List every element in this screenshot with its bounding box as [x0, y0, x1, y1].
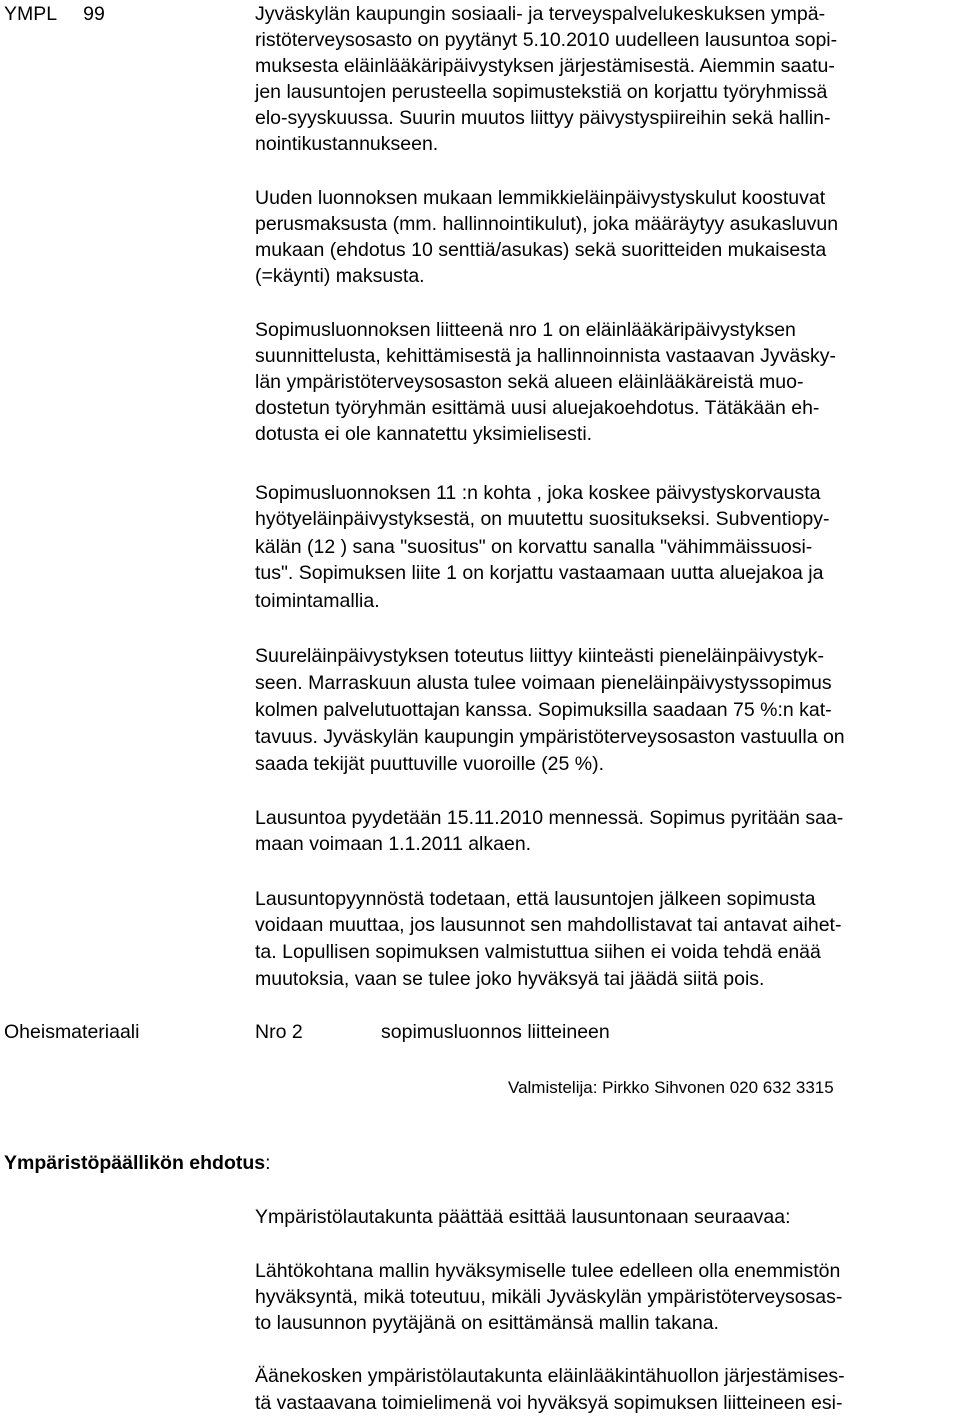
text-line: Lausuntopyynnöstä todetaan, että lausuntojen jälkeen sopimusta [255, 888, 816, 910]
text-line: saada tekijät puuttuville vuoroille (25 %). [255, 753, 605, 775]
text-line: Sopimusluonnoksen liitteenä nro 1 on eläinlääkäripäivystyksen [255, 319, 796, 341]
text-line: toimintamallia. [255, 590, 380, 612]
text-line: jen lausuntojen perusteella sopimustekstiä on korjattu työryhmissä [255, 81, 828, 103]
text-line: (=käynti) maksusta. [255, 265, 425, 287]
text-line: dostetun työryhmän esittämä uusi aluejakoehdotus. Tätäkään eh- [255, 397, 820, 419]
text-line: tus". Sopimuksen liite 1 on korjattu vastaamaan uutta aluejakoa ja [255, 562, 824, 584]
text-line: Jyväskylän kaupungin sosiaali- ja terveyspalvelukeskuksen ympä- [255, 3, 826, 25]
text-line: nointikustannukseen. [255, 133, 439, 155]
proposal-colon: : [265, 1152, 271, 1174]
text-line: Lausuntoa pyydetään 15.11.2010 mennessä. Sopimus pyritään saa- [255, 807, 844, 829]
text-line: kolmen palvelutuottajan kanssa. Sopimuksilla saadaan 75 %:n kat- [255, 699, 832, 721]
text-line: perusmaksusta (mm. hallinnointikulut), joka määräytyy asukasluvun [255, 213, 839, 235]
proposal-title: Ympäristöpäällikön ehdotus [4, 1152, 266, 1174]
text-line: muutoksia, vaan se tulee joko hyväksyä tai jäädä siitä pois. [255, 968, 765, 990]
section-header [4, 1, 105, 27]
text-line: to lausunnon pyytäjänä on esittämänsä mallin takana. [255, 1312, 719, 1334]
text-line: voidaan muuttaa, jos lausunnot sen mahdollistavat tai antavat aihet- [255, 914, 842, 936]
text-line: elo-syyskuussa. Suurin muutos liittyy päivystyspiireihin sekä hallin- [255, 107, 831, 129]
text-line: suunnittelusta, kehittämisestä ja hallinnoinnista vastaavan Jyväsky- [255, 345, 836, 367]
text-line: Uuden luonnoksen mukaan lemmikkieläinpäivystyskulut koostuvat [255, 187, 826, 209]
text-line: seen. Marraskuun alusta tulee voimaan pieneläinpäivystyssopimus [255, 672, 832, 694]
text-line: Äänekosken ympäristölautakunta eläinlääkintähuollon järjestämises- [255, 1365, 845, 1387]
section-number: 99 [83, 3, 105, 25]
proposal-heading [4, 1150, 271, 1176]
text-line: maan voimaan 1.1.2011 alkaen. [255, 833, 532, 855]
text-line: hyötyeläinpäivystyksestä, on muutettu suositukseksi. Subventiopy- [255, 508, 830, 530]
attachment-number: Nro 2 [255, 1021, 303, 1043]
text-line: kälän (12 ) sana "suositus" on korvattu sanalla "vähimmäissuosi- [255, 536, 813, 558]
text-line: Lähtökohtana mallin hyväksymiselle tulee edelleen olla enemmistön [255, 1260, 841, 1282]
text-line: län ympäristöterveysosaston sekä alueen eläinlääkäreistä muo- [255, 371, 804, 393]
text-line: hyväksyntä, mikä toteutuu, mikäli Jyväskylän ympäristöterveysosas- [255, 1286, 843, 1308]
text-line: tavuus. Jyväskylän kaupungin ympäristöterveysosaston vastuulla on [255, 726, 845, 748]
text-line: Ympäristölautakunta päättää esittää lausuntonaan seuraavaa: [255, 1206, 791, 1228]
text-line: tä vastaavana toimielimenä voi hyväksyä sopimuksen liitteineen esi- [255, 1392, 843, 1414]
text-line: dotusta ei ole kannatettu yksimielisesti. [255, 423, 593, 445]
preparer-info: Valmistelija: Pirkko Sihvonen 020 632 3315 [508, 1078, 834, 1097]
section-label: YMPL [4, 3, 58, 25]
text-line: ta. Lopullisen sopimuksen valmistuttua siihen ei voida tehdä enää [255, 941, 821, 963]
text-line: mukaan (ehdotus 10 senttiä/asukas) sekä suoritteiden mukaisesta [255, 239, 827, 261]
attachment-label: Oheismateriaali [4, 1021, 140, 1043]
text-line: Sopimusluonnoksen 11 :n kohta , joka koskee päivystyskorvausta [255, 482, 821, 504]
attachment-description: sopimusluonnos liitteineen [381, 1021, 610, 1043]
text-line: muksesta eläinlääkäripäivystyksen järjestämisestä. Aiemmin saatu- [255, 55, 835, 77]
text-line: ristöterveysosasto on pyytänyt 5.10.2010 uudelleen lausuntoa sopi- [255, 29, 838, 51]
text-line: Suureläinpäivystyksen toteutus liittyy kiinteästi pieneläinpäivystyk- [255, 645, 825, 667]
